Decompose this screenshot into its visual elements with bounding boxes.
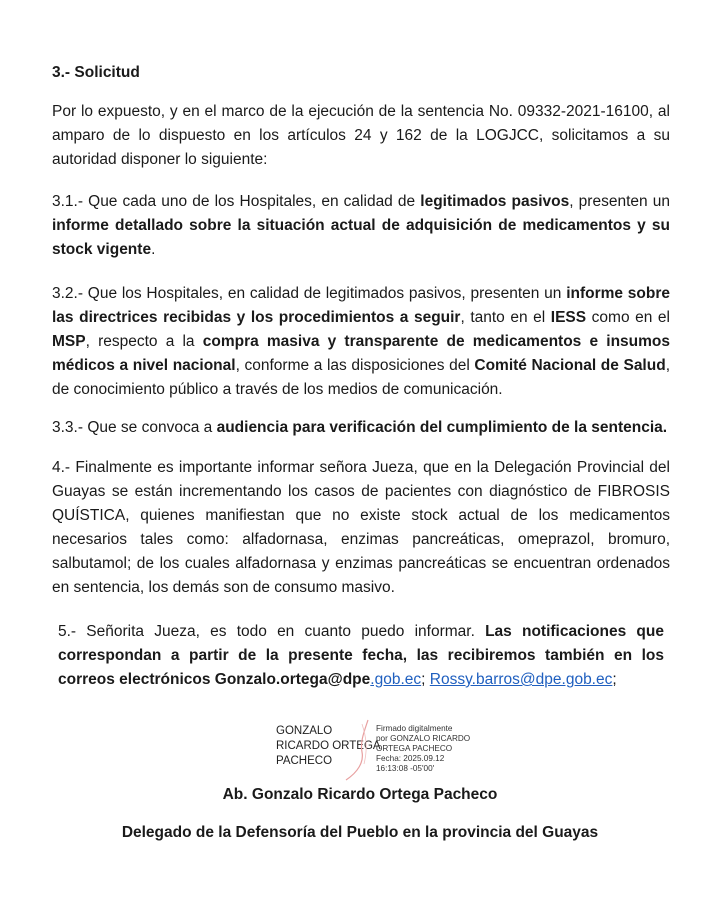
text-fragment: , tanto en el <box>460 309 551 326</box>
text-fragment: 5.- Señorita Jueza, es todo en cuanto puedo informar. <box>58 623 486 640</box>
paragraph-3-3 <box>52 416 670 440</box>
signature-meta-line: ORTEGA PACHECO <box>376 744 453 753</box>
signer-name-line: GONZALO <box>276 725 333 737</box>
email-link-gob[interactable]: .gob.ec <box>370 671 422 688</box>
email-link-rossy[interactable]: Rossy.barros@dpe.gob.ec <box>429 671 613 688</box>
bold-fragment: Las notificaciones que correspondan a partir de la presente fecha, las recibiremos también en los correos electrónicos Gonzalo.ortega@dpe <box>58 623 664 688</box>
bold-fragment: MSP <box>52 333 86 350</box>
text-fragment: 3.1.- Que cada uno de los Hospitales, en calidad de <box>52 193 421 210</box>
bold-fragment: audiencia para verificación del cumplimiento de la sentencia. <box>216 419 668 436</box>
section-heading-solicitud: 3.- Solicitud <box>52 64 140 81</box>
paragraph-5 <box>58 620 664 692</box>
text-fragment: 3.3.- Que se convoca a <box>52 419 217 436</box>
bold-fragment: legitimados pasivos <box>420 193 570 210</box>
signer-name-line: RICARDO ORTEGA <box>276 740 381 752</box>
text-fragment: , conforme a las disposiciones del <box>235 357 475 374</box>
paragraph-3-2 <box>52 282 670 402</box>
bold-fragment: Comité Nacional de Salud <box>474 357 666 374</box>
text-fragment: , respecto a la <box>85 333 203 350</box>
bold-fragment: IESS <box>550 309 587 326</box>
bold-fragment: informe sobre las directrices recibidas y los procedimientos a seguir <box>52 285 670 326</box>
text-fragment: , presenten un <box>569 193 670 210</box>
signature-meta-line: 16:13:08 -05'00' <box>376 764 435 773</box>
paragraph-intro: Por lo expuesto, y en el marco de la ejecución de la sentencia No. 09332-2021-16100, al amparo de lo dispuesto en los artículos 24 y 162 de la LOGJCC, solicitamos a su autoridad disponer lo siguiente: <box>52 103 670 168</box>
text-fragment: ; <box>421 671 430 688</box>
text-fragment: 3.2.- Que los Hospitales, en calidad de legitimados pasivos, presenten un <box>52 285 567 302</box>
bold-fragment: compra masiva y transparente de medicamentos e insumos médicos a nivel nacional <box>52 333 670 374</box>
signature-meta-line: por GONZALO RICARDO <box>376 734 471 743</box>
signer-name-line: PACHECO <box>276 755 333 767</box>
signature-mark-icon <box>338 718 378 782</box>
paragraph-3-1 <box>52 190 670 262</box>
signature-metadata <box>376 724 486 774</box>
text-fragment: como en el <box>586 309 670 326</box>
signer-role: Delegado de la Defensoría del Pueblo en la provincia del Guayas <box>121 824 599 841</box>
signer-full-name: Ab. Gonzalo Ricardo Ortega Pacheco <box>222 786 498 803</box>
paragraph-4: 4.- Finalmente es importante informar señora Jueza, que en la Delegación Provincial del Guayas se están incrementando los casos de pacientes con diagnóstico de FIBROSIS QUÍSTICA, quienes manifiestan que no existe stock actual de los medicamentos necesarios tales como: alfadornasa, enzimas pancreáticas, omeprazol, bromuro, salbutamol; de los cuales alfadornasa y enzimas pancreáticas se encuentran ordenados en sentencia, los demás son de consumo masivo. <box>52 459 670 596</box>
bold-fragment: informe detallado sobre la situación actual de adquisición de medicamentos y su stock vigente <box>52 217 670 258</box>
text-fragment: , de conocimiento público a través de los medios de comunicación. <box>52 357 670 398</box>
text-fragment: ; <box>612 671 617 688</box>
digital-signature-block <box>276 718 476 782</box>
signature-meta-line: Fecha: 2025.09.12 <box>376 754 445 763</box>
signature-meta-line: Firmado digitalmente <box>376 724 453 733</box>
text-fragment: . <box>151 241 156 258</box>
